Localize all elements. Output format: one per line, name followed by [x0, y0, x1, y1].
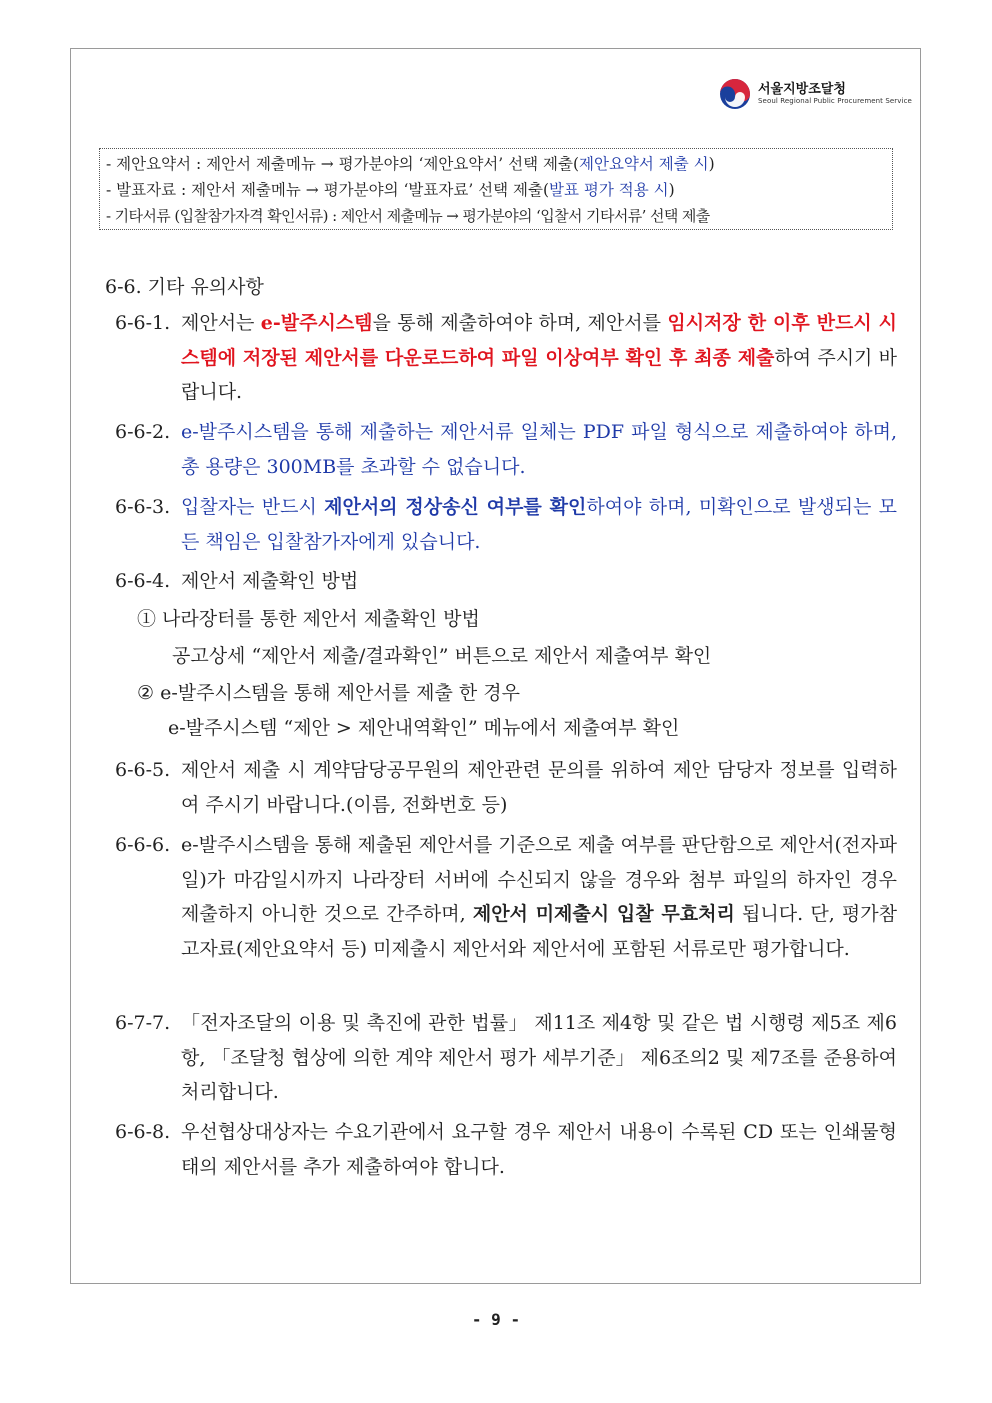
list-item — [115, 564, 897, 599]
item-number: 6-6-6. — [115, 834, 171, 856]
sub-item-title: ② e-발주시스템을 통해 제안서를 제출 한 경우 — [137, 682, 520, 704]
item-text: e-발주시스템을 통해 제출된 제안서를 기준으로 제출 여부를 판단함으로 제안서(전자파일)가 마감일시까지 나라장터 서버에 수신되지 않을 경우와 첨부 파일의 하자인 경우 제출하지 아니한 것으로 간주하며, 제안서 미제출시 입찰 무효처리 됩니다. 단, 평가참고자료(제안요약서 등) 미제출시 제안서와 제안서에 포함된 서류로만 평가합니다. — [181, 834, 897, 960]
list-item — [115, 490, 897, 559]
logo-english-name: Seoul Regional Public Procurement Service — [758, 97, 912, 105]
page-number: - 9 - — [471, 1310, 521, 1329]
item-number: 6-6-5. — [115, 759, 171, 781]
list-item — [115, 753, 897, 822]
list-item — [115, 415, 897, 484]
item-text: 제안서는 e-발주시스템을 통해 제출하여야 하며, 제안서를 임시저장 한 이후 반드시 시스템에 저장된 제안서를 다운로드하여 파일 이상여부 확인 후 최종 제출하여 주시기 바랍니다. — [181, 312, 897, 403]
section-heading: 6-6. 기타 유의사항 — [105, 276, 264, 298]
agency-logo — [718, 76, 912, 112]
item-text: 「전자조달의 이용 및 촉진에 관한 법률」 제11조 제4항 및 같은 법 시행령 제5조 제6항, 「조달청 협상에 의한 계약 제안서 평가 세부기준」 제6조의2 및 제7조를 준용하여 처리합니다. — [181, 1012, 897, 1103]
notice-line: - 기타서류 (입찰참가자격 확인서류) : 제안서 제출메뉴 → 평가분야의 ‘입찰서 기타서류’ 선택 제출 — [106, 207, 710, 225]
item-number: 6-6-3. — [115, 496, 171, 518]
item-text: 입찰자는 반드시 제안서의 정상송신 여부를 확인하여야 하며, 미확인으로 발생되는 모든 책임은 입찰참가자에게 있습니다. — [181, 496, 897, 553]
item-text: 우선협상대상자는 수요기관에서 요구할 경우 제안서 내용이 수록된 CD 또는 인쇄물형태의 제안서를 추가 제출하여야 합니다. — [181, 1121, 897, 1178]
list-item — [115, 306, 897, 410]
item-number: 6-6-8. — [115, 1121, 171, 1143]
logo-korean-name: 서울지방조달청 — [758, 82, 846, 97]
sub-item-body: e-발주시스템 “제안 > 제안내역확인” 메뉴에서 제출여부 확인 — [168, 717, 680, 739]
list-item — [115, 828, 897, 966]
list-item — [115, 1006, 897, 1110]
item-number: 6-7-7. — [115, 1012, 171, 1034]
sub-item-body: 공고상세 “제안서 제출/결과확인” 버튼으로 제안서 제출여부 확인 — [172, 645, 712, 667]
item-text: 제안서 제출확인 방법 — [181, 570, 359, 592]
item-number: 6-6-2. — [115, 421, 171, 443]
sub-item-title: ① 나라장터를 통한 제안서 제출확인 방법 — [137, 608, 480, 630]
list-item — [115, 1115, 897, 1184]
notice-line: - 제안요약서 : 제안서 제출메뉴 → 평가분야의 ‘제안요약서’ 선택 제출(제안요약서 제출 시) — [106, 155, 715, 173]
taegeuk-emblem-icon — [718, 77, 752, 111]
submission-notice-box — [99, 148, 893, 230]
item-text: 제안서 제출 시 계약담당공무원의 제안관련 문의를 위하여 제안 담당자 정보를 입력하여 주시기 바랍니다.(이름, 전화번호 등) — [181, 759, 897, 816]
item-text: e-발주시스템을 통해 제출하는 제안서류 일체는 PDF 파일 형식으로 제출하여야 하며, 총 용량은 300MB를 초과할 수 없습니다. — [181, 421, 897, 478]
item-number: 6-6-1. — [115, 312, 171, 334]
notice-line: - 발표자료 : 제안서 제출메뉴 → 평가분야의 ‘발표자료’ 선택 제출(발표 평가 적용 시) — [106, 181, 675, 199]
item-number: 6-6-4. — [115, 570, 171, 592]
